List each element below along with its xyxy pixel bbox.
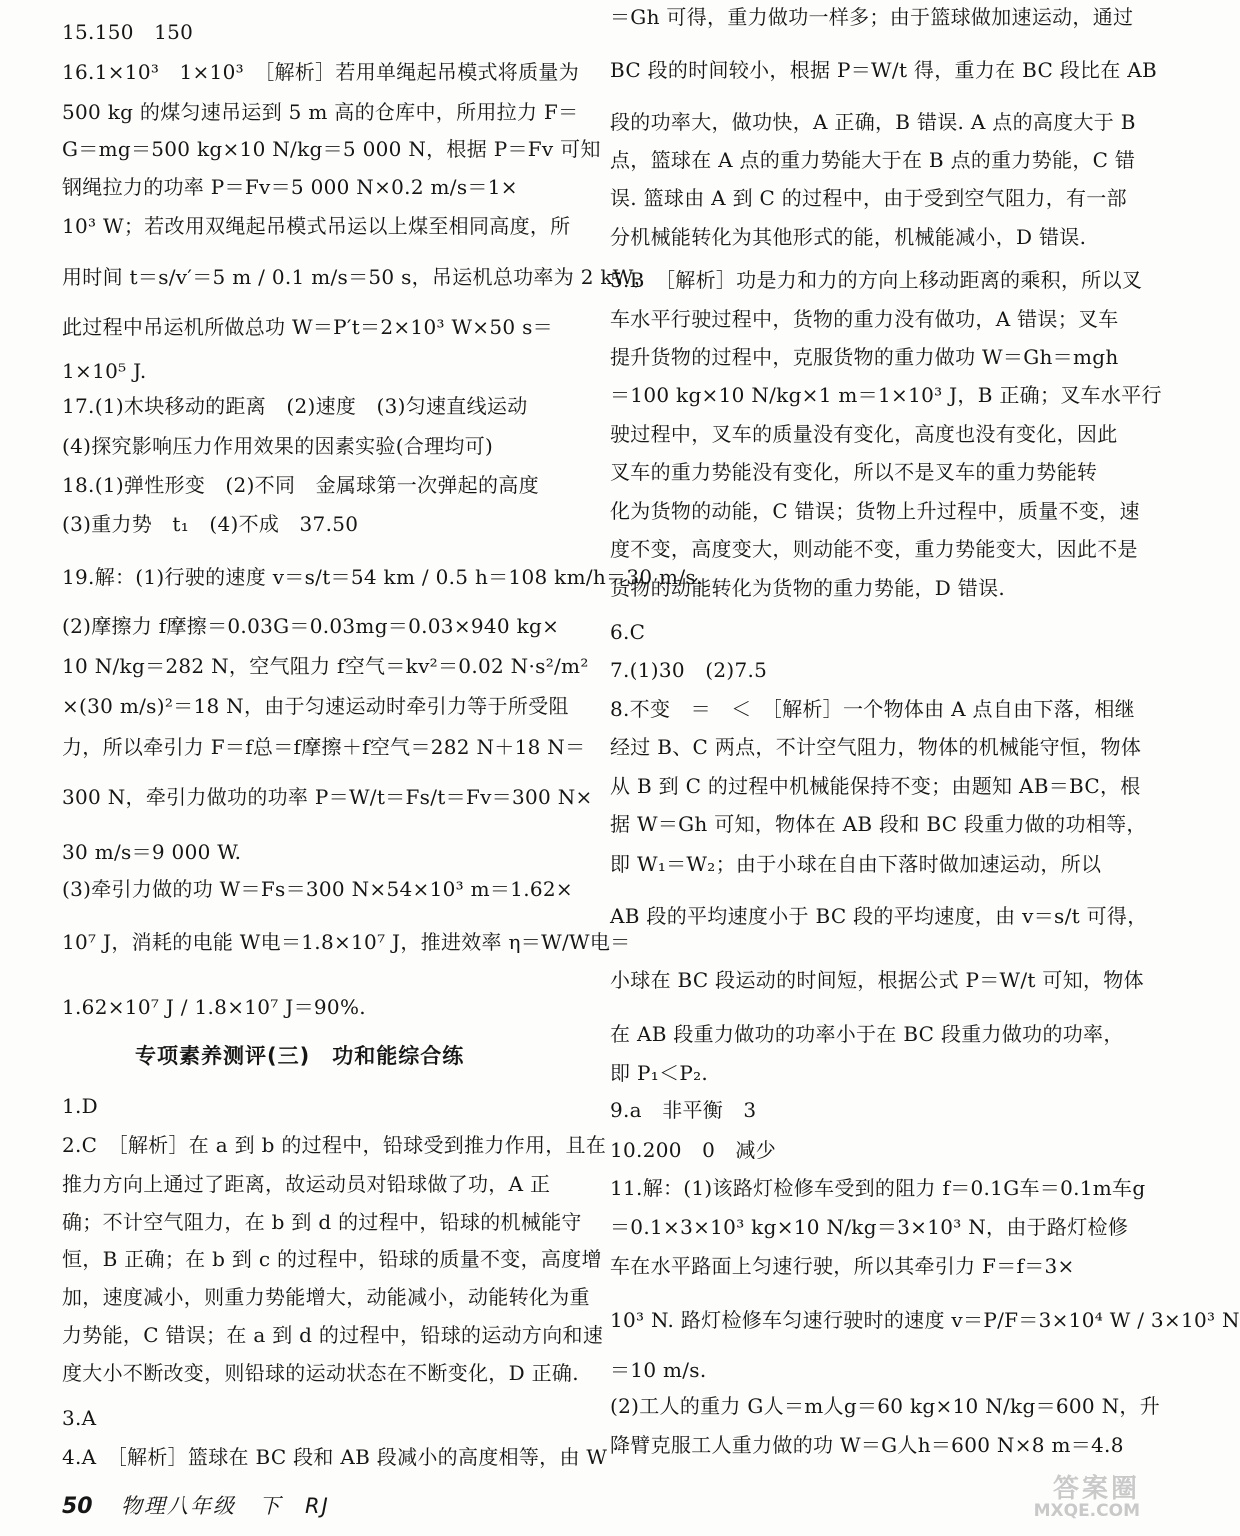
- right-text-line: 小球在 BC 段运动的时间短，根据公式 P＝W/t 可知，物体: [610, 968, 1144, 992]
- left-text-line: 30 m/s＝9 000 W.: [62, 840, 242, 864]
- right-text-line: 货物的动能转化为货物的重力势能，D 错误.: [610, 576, 1006, 600]
- left-text-line: 1×10⁵ J.: [62, 359, 147, 383]
- left-text-line: 力势能，C 错误；在 a 到 d 的过程中，铅球的运动方向和速: [62, 1323, 604, 1347]
- right-text-line: 误. 篮球由 A 到 C 的过程中，由于受到空气阻力，有一部: [610, 186, 1127, 210]
- right-text-line: 5.B ［解析］功是力和力的方向上移动距离的乘积，所以叉: [610, 268, 1143, 292]
- left-text-line: G＝mg＝500 kg×10 N/kg＝5 000 N，根据 P＝Fv 可知: [62, 137, 601, 161]
- left-text-line: 确；不计空气阻力，在 b 到 d 的过程中，铅球的机械能守: [62, 1210, 582, 1234]
- left-text-line: 恒，B 正确；在 b 到 c 的过程中，铅球的质量不变，高度增: [62, 1247, 602, 1271]
- left-text-line: (2)摩擦力 f摩擦＝0.03G＝0.03mg＝0.03×940 kg×: [62, 614, 560, 638]
- left-text-line: 17.(1)木块移动的距离 (2)速度 (3)匀速直线运动: [62, 394, 528, 418]
- right-text-line: 10.200 0 减少: [610, 1138, 777, 1162]
- left-text-line: 19.解：(1)行驶的速度 v＝s/t＝54 km / 0.5 h＝108 km/h＝30 m/s.: [62, 565, 703, 589]
- right-text-line: 从 B 到 C 的过程中机械能保持不变；由题知 AB＝BC，根: [610, 774, 1141, 798]
- right-text-line: ＝0.1×3×10³ kg×10 N/kg＝3×10³ N，由于路灯检修: [610, 1215, 1129, 1239]
- right-text-line: 车水平行驶过程中，货物的重力没有做功，A 错误；叉车: [610, 307, 1119, 331]
- left-text-line: (4)探究影响压力作用效果的因素实验(合理均可): [62, 434, 494, 458]
- right-text-line: 9.a 非平衡 3: [610, 1098, 757, 1122]
- watermark-logo: [950, 1474, 1140, 1530]
- right-text-line: BC 段的时间较小，根据 P＝W/t 得，重力在 BC 段比在 AB: [610, 58, 1158, 82]
- left-text-line: 2.C ［解析］在 a 到 b 的过程中，铅球受到推力作用，且在: [62, 1133, 607, 1157]
- right-text-line: 据 W＝Gh 可知，物体在 AB 段和 BC 段重力做的功相等，: [610, 812, 1147, 836]
- right-text-line: 即 P₁＜P₂.: [610, 1061, 709, 1085]
- left-text-line: 18.(1)弹性形变 (2)不同 金属球第一次弹起的高度: [62, 473, 539, 497]
- right-text-line: 在 AB 段重力做功的功率小于在 BC 段重力做功的功率，: [610, 1022, 1124, 1046]
- right-text-line: ＝10 m/s.: [610, 1358, 707, 1382]
- left-text-line: 10³ W；若改用双绳起吊模式吊运以上煤至相同高度，所: [62, 214, 571, 238]
- left-text-line: 度大小不断改变，则铅球的运动状态在不断变化，D 正确.: [62, 1361, 579, 1385]
- left-text-line: 加，速度减小，则重力势能增大，动能减小，动能转化为重: [62, 1285, 590, 1309]
- right-text-line: 驶过程中，叉车的质量没有变化，高度也没有变化，因此: [610, 422, 1118, 446]
- left-text-line: ×(30 m/s)²＝18 N，由于匀速运动时牵引力等于所受阻: [62, 694, 569, 718]
- right-text-line: 分机械能转化为其他形式的能，机械能减小，D 错误.: [610, 225, 1087, 249]
- right-text-line: ＝100 kg×10 N/kg×1 m＝1×10³ J，B 正确；叉车水平行: [610, 383, 1162, 407]
- right-text-line: AB 段的平均速度小于 BC 段的平均速度，由 v＝s/t 可得，: [610, 904, 1148, 928]
- left-text-line: 用时间 t＝s/v′＝5 m / 0.1 m/s＝50 s，吊运机总功率为 2 kW，: [62, 265, 654, 289]
- right-text-line: 6.C: [610, 620, 646, 644]
- left-text-line: 1.62×10⁷ J / 1.8×10⁷ J＝90%.: [62, 995, 366, 1019]
- left-text-line: 10 N/kg＝282 N，空气阻力 f空气＝kv²＝0.02 N·s²/m²: [62, 654, 589, 678]
- page-number: 50: [62, 1494, 93, 1519]
- watermark-text: 答案圈: [1052, 1474, 1140, 1504]
- page-footer: [62, 1490, 330, 1520]
- watermark-url: MXQE.COM: [1033, 1501, 1140, 1521]
- right-text-line: 段的功率大，做功快，A 正确，B 错误. A 点的高度大于 B: [610, 110, 1136, 134]
- right-text-line: 化为货物的动能，C 错误；货物上升过程中，质量不变，速: [610, 499, 1140, 523]
- right-text-line: 经过 B、C 两点，不计空气阻力，物体的机械能守恒，物体: [610, 735, 1142, 759]
- right-text-line: 7.(1)30 (2)7.5: [610, 658, 768, 682]
- left-text-line: 4.A ［解析］篮球在 BC 段和 AB 段减小的高度相等，由 W: [62, 1445, 608, 1469]
- left-text-line: 300 N，牵引力做功的功率 P＝W/t＝Fs/t＝Fv＝300 N×: [62, 785, 593, 809]
- section-title: 专项素养测评(三) 功和能综合练: [135, 1044, 465, 1068]
- left-text-line: (3)重力势 t₁ (4)不成 37.50: [62, 512, 359, 536]
- left-text-line: 10⁷ J，消耗的电能 W电＝1.8×10⁷ J，推进效率 η＝W/W电＝: [62, 930, 631, 954]
- right-text-line: 提升货物的过程中，克服货物的重力做功 W＝Gh＝mgh: [610, 345, 1119, 369]
- right-text-line: 叉车的重力势能没有变化，所以不是叉车的重力势能转: [610, 460, 1098, 484]
- left-text-line: 推力方向上通过了距离，故运动员对铅球做了功，A 正: [62, 1172, 551, 1196]
- left-text-line: 力，所以牵引力 F＝f总＝f摩擦＋f空气＝282 N＋18 N＝: [62, 735, 586, 759]
- book-title: 物理八年级 下 RJ: [120, 1494, 330, 1518]
- right-text-line: 8.不变 ＝ ＜ ［解析］一个物体由 A 点自由下落，相继: [610, 697, 1135, 721]
- left-text-line: (3)牵引力做的功 W＝Fs＝300 N×54×10³ m＝1.62×: [62, 877, 573, 901]
- right-text-line: 降臂克服工人重力做的功 W＝G人h＝600 N×8 m＝4.8: [610, 1433, 1124, 1457]
- left-text-line: 3.A: [62, 1406, 97, 1430]
- right-text-line: 度不变，高度变大，则动能不变，重力势能变大，因此不是: [610, 537, 1138, 561]
- right-text-line: 11.解：(1)该路灯检修车受到的阻力 f＝0.1G车＝0.1m车g: [610, 1176, 1146, 1200]
- left-text-line: 16.1×10³ 1×10³ ［解析］若用单绳起吊模式将质量为: [62, 60, 580, 84]
- right-text-line: 车在水平路面上匀速行驶，所以其牵引力 F＝f＝3×: [610, 1254, 1075, 1278]
- right-text-line: 即 W₁＝W₂；由于小球在自由下落时做加速运动，所以: [610, 852, 1102, 876]
- left-text-line: 此过程中吊运机所做总功 W＝P′t＝2×10³ W×50 s＝: [62, 315, 553, 339]
- right-text-line: 点，篮球在 A 点的重力势能大于在 B 点的重力势能，C 错: [610, 148, 1136, 172]
- left-text-line: 1.D: [62, 1094, 99, 1118]
- left-text-line: 15.150 150: [62, 20, 194, 44]
- left-text-line: 500 kg 的煤匀速吊运到 5 m 高的仓库中，所用拉力 F＝: [62, 100, 579, 124]
- right-text-line: 10³ N. 路灯检修车匀速行驶时的速度 v＝P/F＝3×10⁴ W / 3×10³ N: [610, 1308, 1240, 1332]
- left-text-line: 钢绳拉力的功率 P＝Fv＝5 000 N×0.2 m/s＝1×: [62, 175, 518, 199]
- right-text-line: ＝Gh 可得，重力做功一样多；由于篮球做加速运动，通过: [610, 5, 1134, 29]
- right-text-line: (2)工人的重力 G人＝m人g＝60 kg×10 N/kg＝600 N，升: [610, 1394, 1161, 1418]
